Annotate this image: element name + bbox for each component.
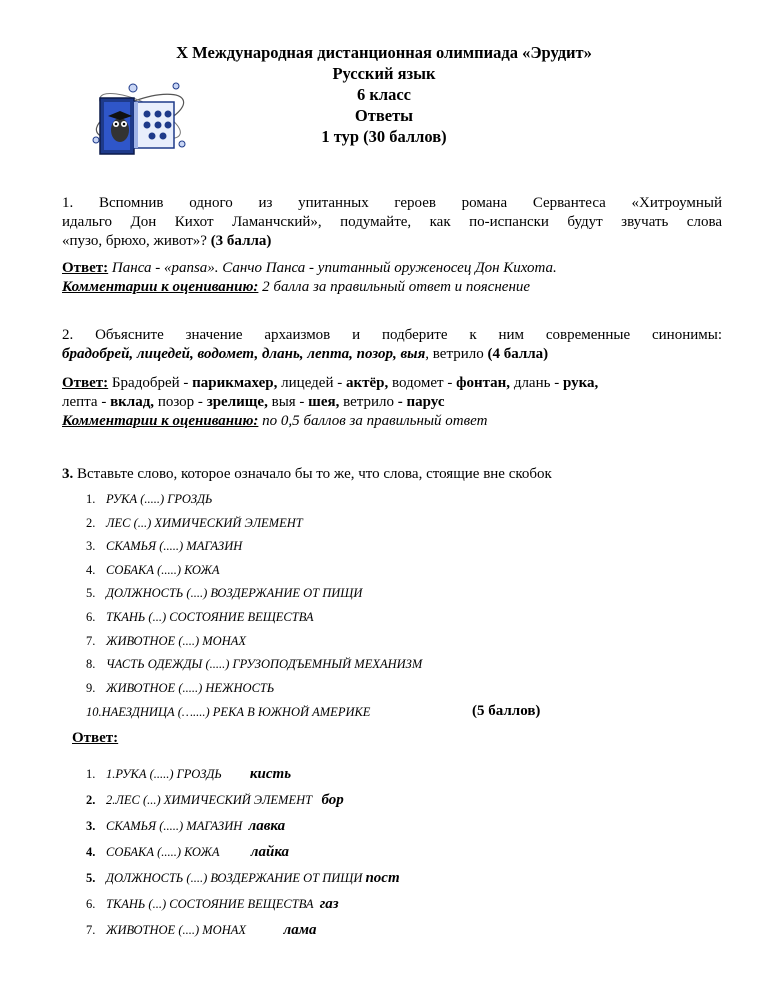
answer-word: газ bbox=[319, 896, 339, 912]
question-2-comment-text: по 0,5 баллов за правильный ответ bbox=[258, 413, 488, 429]
question-2 bbox=[62, 326, 722, 364]
grade-title: 6 класс bbox=[356, 85, 412, 104]
item-number: 9. bbox=[86, 680, 96, 695]
question-3-prompt bbox=[62, 465, 722, 484]
answer-text: ветрило bbox=[339, 394, 398, 410]
question-3-dot: . bbox=[69, 466, 74, 482]
list-item bbox=[86, 586, 362, 601]
answer-text: водомет - bbox=[388, 375, 457, 391]
answer-text: Брадобрей - bbox=[108, 375, 193, 391]
question-1-line-1: 1. Вспомнив одного из упитанных героев романа Сервантеса «Хитроумный bbox=[62, 195, 722, 211]
list-item bbox=[86, 492, 212, 507]
answer-row bbox=[86, 896, 339, 913]
question-1-answer-line bbox=[62, 259, 722, 278]
answer-row bbox=[86, 818, 285, 835]
item-text: СОБАКА (.....) КОЖА bbox=[106, 562, 220, 577]
item-text: ЖИВОТНОЕ (.....) НЕЖНОСТЬ bbox=[106, 680, 275, 695]
question-2-answer-line-2 bbox=[62, 393, 722, 412]
answers-title: Ответы bbox=[354, 106, 414, 125]
olympiad-title: X Международная дистанционная олимпиада «Эрудит» bbox=[176, 43, 592, 62]
question-2-answer bbox=[62, 374, 722, 431]
item-number: 7. bbox=[86, 633, 96, 648]
question-3-number: 3 bbox=[62, 466, 70, 482]
round-title: 1 тур (30 баллов) bbox=[321, 127, 447, 146]
list-item bbox=[86, 634, 246, 649]
item-text: ДОЛЖНОСТЬ (....) ВОЗДЕРЖАНИЕ ОТ ПИЩИ bbox=[106, 871, 363, 885]
question-3-points: (5 баллов) bbox=[472, 703, 541, 719]
answer-synonym: вклад, bbox=[110, 394, 155, 410]
question-2-text-end: , ветрило bbox=[425, 346, 488, 362]
list-item bbox=[86, 681, 274, 696]
question-1-line-2: идальго Дон Кихот Ламанчский», подумайте, как по-испански будут звучать слова bbox=[62, 214, 722, 230]
answer-row bbox=[86, 792, 344, 809]
answer-synonym: - парус bbox=[397, 394, 445, 410]
item-text: 1.РУКА (.....) ГРОЗДЬ bbox=[106, 767, 222, 781]
item-text: ЖИВОТНОЕ (....) МОНАХ bbox=[106, 923, 247, 937]
answer-synonym: зрелище, bbox=[206, 394, 268, 410]
question-1-answer bbox=[62, 259, 722, 297]
list-item bbox=[86, 516, 303, 531]
item-text: 10.НАЕЗДНИЦА (…....) РЕКА В ЮЖНОЙ АМЕРИКЕ bbox=[86, 705, 371, 719]
answer-text: позор - bbox=[154, 394, 207, 410]
item-text: 2.ЛЕС (...) ХИМИЧЕСКИЙ ЭЛЕМЕНТ bbox=[106, 793, 313, 807]
item-number: 4. bbox=[86, 845, 96, 859]
item-number: 3. bbox=[86, 819, 96, 833]
item-text: ТКАНЬ (...) СОСТОЯНИЕ ВЕЩЕСТВА bbox=[106, 897, 314, 911]
item-text: ЖИВОТНОЕ (....) МОНАХ bbox=[106, 633, 247, 648]
question-1-text-end: «пузо, брюхо, живот»? bbox=[62, 233, 211, 249]
question-2-line-1: 2. Объясните значение архаизмов и подберите к ним современные синонимы: bbox=[62, 327, 722, 343]
list-item bbox=[86, 610, 314, 625]
answer-word: лама bbox=[283, 922, 317, 938]
answer-text: длань - bbox=[510, 375, 563, 391]
item-number: 7. bbox=[86, 923, 96, 937]
answer-synonym: актёр, bbox=[345, 375, 389, 391]
item-number: 3. bbox=[86, 539, 96, 554]
item-number: 6. bbox=[86, 610, 96, 624]
archaism-words: брадобрей, лицедей, водомет, длань, лепта, позор, выя bbox=[62, 346, 426, 362]
item-number: 5. bbox=[86, 586, 96, 601]
item-text: ДОЛЖНОСТЬ (....) ВОЗДЕРЖАНИЕ ОТ ПИЩИ bbox=[106, 586, 363, 601]
question-2-line-2 bbox=[62, 345, 722, 364]
item-number: 2. bbox=[86, 793, 96, 807]
answer-row bbox=[86, 870, 400, 887]
answer-row bbox=[86, 766, 291, 783]
question-2-answer-line-1 bbox=[62, 374, 722, 393]
item-text: ЛЕС (...) ХИМИЧЕСКИЙ ЭЛЕМЕНТ bbox=[106, 515, 303, 530]
item-text: СКАМЬЯ (.....) МАГАЗИН bbox=[106, 539, 243, 554]
item-text: СОБАКА (.....) КОЖА bbox=[106, 845, 220, 859]
list-item bbox=[86, 563, 220, 578]
question-1-comment-line bbox=[62, 278, 722, 297]
question-2-comment-line bbox=[62, 412, 722, 431]
item-number: 1. bbox=[86, 492, 96, 506]
answer-label: Ответ: bbox=[62, 375, 109, 391]
answer-synonym: шея, bbox=[308, 394, 340, 410]
answer-word: пост bbox=[365, 870, 400, 886]
question-1-comment-text: 2 балла за правильный ответ и пояснение bbox=[258, 279, 531, 295]
answer-gap bbox=[222, 767, 250, 781]
subject-title: Русский язык bbox=[332, 64, 436, 83]
answer-synonym: фонтан, bbox=[456, 375, 511, 391]
item-number: 8. bbox=[86, 657, 96, 672]
item-text: ТКАНЬ (...) СОСТОЯНИЕ ВЕЩЕСТВА bbox=[106, 610, 314, 624]
item-number: 5. bbox=[86, 871, 96, 885]
owl-book-logo-icon bbox=[88, 78, 188, 162]
comment-label: Комментарии к оцениванию: bbox=[62, 279, 259, 295]
answer-text: лицедей - bbox=[277, 375, 346, 391]
question-1-points: (3 балла) bbox=[210, 233, 272, 249]
answer-word: лавка bbox=[248, 818, 286, 834]
question-1-line-3 bbox=[62, 232, 722, 251]
comment-label: Комментарии к оцениванию: bbox=[62, 413, 259, 429]
list-item bbox=[86, 539, 242, 554]
item-number: 6. bbox=[86, 897, 96, 911]
answer-synonym: парикмахер, bbox=[192, 375, 278, 391]
question-1-answer-text: Панса - «pansa». Санчо Панса - упитанный оруженосец Дон Кихота. bbox=[108, 260, 557, 276]
answer-word: кисть bbox=[249, 766, 292, 782]
question-2-points: (4 балла) bbox=[487, 346, 549, 362]
item-text: ЧАСТЬ ОДЕЖДЫ (.....) ГРУЗОПОДЪЕМНЫЙ МЕХАНИЗМ bbox=[106, 657, 423, 672]
answer-word: лайка bbox=[250, 844, 290, 860]
answer-synonym: рука, bbox=[562, 375, 599, 391]
list-item bbox=[86, 657, 422, 672]
answer-text: лепта - bbox=[62, 394, 111, 410]
question-3-text: Вставьте слово, которое означало бы то же, что слова, стоящие вне скобок bbox=[73, 466, 552, 482]
list-item-10 bbox=[86, 703, 541, 720]
item-text: РУКА (.....) ГРОЗДЬ bbox=[106, 492, 213, 506]
item-number: 2. bbox=[86, 515, 96, 530]
answer-word: бор bbox=[321, 792, 344, 808]
item-number: 4. bbox=[86, 562, 96, 577]
question-3-answer-label: Ответ: bbox=[72, 730, 119, 746]
item-number: 1. bbox=[86, 767, 96, 781]
item-text: СКАМЬЯ (.....) МАГАЗИН bbox=[106, 819, 243, 833]
answer-text: выя - bbox=[267, 394, 309, 410]
answer-label: Ответ: bbox=[62, 260, 109, 276]
answer-row bbox=[86, 844, 289, 861]
answer-gap bbox=[220, 845, 251, 859]
question-1 bbox=[62, 194, 722, 251]
answer-row bbox=[86, 922, 317, 939]
answer-gap bbox=[246, 923, 284, 937]
